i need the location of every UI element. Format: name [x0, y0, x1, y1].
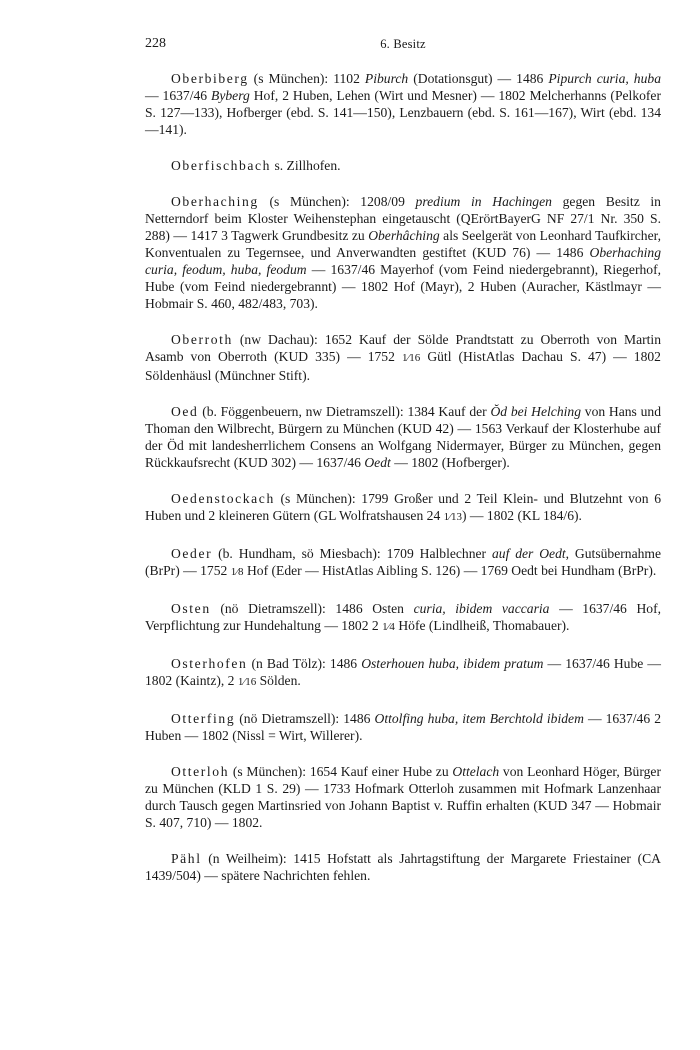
entry-text: (n Weilheim): 1415 Hofstatt als Jahrtagstiftung der Margarete Friestainer (CA 1439/504) — spätere Nachrichten fehlen.	[145, 851, 661, 883]
italic-citation: Oedt	[364, 455, 391, 470]
entry-list	[145, 70, 661, 903]
entry-oberhaching	[145, 193, 661, 312]
place-name: Oberhaching	[171, 194, 259, 209]
entry-text: gegen Besitz in Netterndorf beim Kloster Weihenstephan eingetauscht (QErörtBayerG NF 27/1 Nr. 350 S. 288) — 1417 3 Tagwerk Grundbesitz zu	[145, 194, 661, 243]
entry-oeder	[145, 545, 661, 581]
italic-citation: Oberhaching curia, feodum, huba, feodum	[145, 245, 661, 277]
italic-citation: Byberg	[211, 88, 250, 103]
entry-text: (s München): 1654 Kauf einer Hube zu	[229, 764, 453, 779]
fraction: 1⁄13	[443, 511, 462, 523]
place-name: Oeder	[171, 546, 213, 561]
fraction: 1⁄8	[230, 566, 244, 578]
entry-oberbiberg	[145, 70, 661, 138]
italic-citation: Ottolfing huba, item Berchtold ibidem	[374, 711, 584, 726]
entry-text: (b. Hundham, sö Miesbach): 1709 Halblechner	[212, 546, 492, 561]
place-name: Otterloh	[171, 764, 230, 779]
italic-citation: Piburch	[364, 71, 409, 86]
entry-text: — 1637/46 Hof, Verpflichtung zur Hundehaltung — 1802 2	[145, 601, 662, 633]
entry-text: ) — 1802 (KL 184/6).	[462, 508, 582, 523]
entry-text: (s München): 1102	[248, 71, 365, 86]
italic-citation: curia, ibidem vaccaria	[413, 601, 550, 616]
entry-text: von Hans und Thoman den Wilbrecht, Bürgern zu München (KUD 42) — 1563 Verkauf der Klosterhube auf der Öd mit landesherrlichem Consens an Wolfgang Nidermayer, Bürger zu München, gegen Rückkaufsrecht (KUD 302) — 1637/46	[145, 404, 661, 470]
entry-text: — 1637/46 Mayerhof (vom Feind niedergebrannt), Riegerhof, Hube (vom Feind niedergebrannt) — 1802 Hof (Mayr), 2 Huben (Auracher, Kästlmayr — Hobmair S. 460, 482/483, 703).	[145, 262, 662, 311]
entry-osterhofen	[145, 655, 661, 691]
place-name: Oberfischbach	[171, 158, 272, 173]
fraction: 1⁄4	[382, 621, 395, 633]
entry-oberroth	[145, 331, 661, 384]
entry-text: (s München): 1208/09	[258, 194, 416, 209]
italic-citation: auf der Oedt	[491, 546, 566, 561]
place-name: Pähl	[171, 851, 202, 866]
entry-text: Hof (Eder — HistAtlas Aibling S. 126) — 1769 Oedt bei Hundham (BrPr).	[243, 563, 657, 578]
place-name: Oberbiberg	[171, 71, 249, 86]
italic-citation: predium in Hachingen	[415, 194, 552, 209]
place-name: Otterfing	[171, 711, 236, 726]
entry-text: — 1637/46 2 Huben — 1802 (Nissl = Wirt, Willerer).	[145, 711, 661, 743]
fraction: 1⁄16	[401, 352, 421, 364]
entry-text: Sölden.	[256, 673, 301, 688]
entry-osten	[145, 600, 661, 636]
entry-text: Gütl (HistAtlas Dachau S. 47) — 1802 Söldenhäusl (Münchner Stift).	[145, 349, 661, 383]
entry-text: — 1637/46 Hube — 1802 (Kaintz), 2	[145, 656, 661, 688]
place-name: Osterhofen	[171, 656, 248, 671]
entry-pähl	[145, 850, 661, 884]
place-name: Oed	[171, 404, 199, 419]
entry-text: als Seelgerät von Leonhard Taufkircher, Konventualen zu Tegernsee, und Anverwandten gestiftet (KUD 76) — 1486	[145, 228, 662, 260]
entry-text: (b. Föggenbeuern, nw Dietramszell): 1384 Kauf der	[198, 404, 491, 419]
entry-otterfing	[145, 710, 661, 744]
italic-citation: Pipurch curia, huba	[548, 71, 661, 86]
entry-text: (nö Dietramszell): 1486 Osten	[210, 601, 414, 616]
entry-oberfischbach	[145, 157, 661, 174]
entry-text: Höfe (Lindlheiß, Thomabauer).	[394, 618, 570, 633]
fraction: 1⁄16	[237, 676, 257, 688]
entry-text: von Leonhard Höger, Bürger zu München (KLD 1 S. 29) — 1733 Hofmark Otterloh zusammen mit Hofmark Lanzenhaar durch Tausch gegen Martinsried von Johann Baptist v. Ruffin erhalten (KUD 347 — Hobmair S. 407, 710) — 1802.	[145, 764, 661, 830]
entry-text: (nw Dachau): 1652 Kauf der Sölde Prandtstatt zu Oberroth von Martin Asamb von Oberroth (KUD 335) — 1752	[145, 332, 661, 364]
entry-text: (nö Dietramszell): 1486	[235, 711, 375, 726]
entry-text: (s München): 1799 Großer und 2 Teil Klein- und Blutzehnt von 6 Huben und 2 kleineren Gütern (GL Wolfratshausen 24	[145, 491, 661, 523]
italic-citation: Ŏd bei Helching	[490, 404, 582, 419]
place-name: Osten	[171, 601, 211, 616]
entry-text: Hof, 2 Huben, Lehen (Wirt und Mesner) — 1802 Melcherhanns (Pelkofer S. 127—133), Hofberger (ebd. S. 141—150), Lenzbauern (ebd. S. 161—167), Wirt (ebd. 134—141).	[145, 88, 661, 137]
page-header	[145, 36, 661, 56]
entry-text: s. Zillhofen.	[271, 158, 341, 173]
entry-oed	[145, 403, 661, 471]
entry-text: (Dotationsgut) — 1486	[408, 71, 549, 86]
entry-text: — 1637/46	[145, 88, 212, 103]
place-name: Oberroth	[171, 332, 233, 347]
page-number: 228	[145, 36, 166, 51]
entry-otterloh	[145, 763, 661, 831]
running-head: 6. Besitz	[380, 37, 426, 51]
place-name: Oedenstockach	[171, 491, 275, 506]
italic-citation: Osterhouen huba, ibidem pratum	[361, 656, 544, 671]
italic-citation: Oberhâching	[368, 228, 440, 243]
entry-text: — 1802 (Hofberger).	[390, 455, 510, 470]
entry-text: (n Bad Tölz): 1486	[247, 656, 362, 671]
entry-text: , Gutsübernahme (BrPr) — 1752	[145, 546, 662, 578]
italic-citation: Ottelach	[452, 764, 500, 779]
entry-oedenstockach	[145, 490, 661, 526]
